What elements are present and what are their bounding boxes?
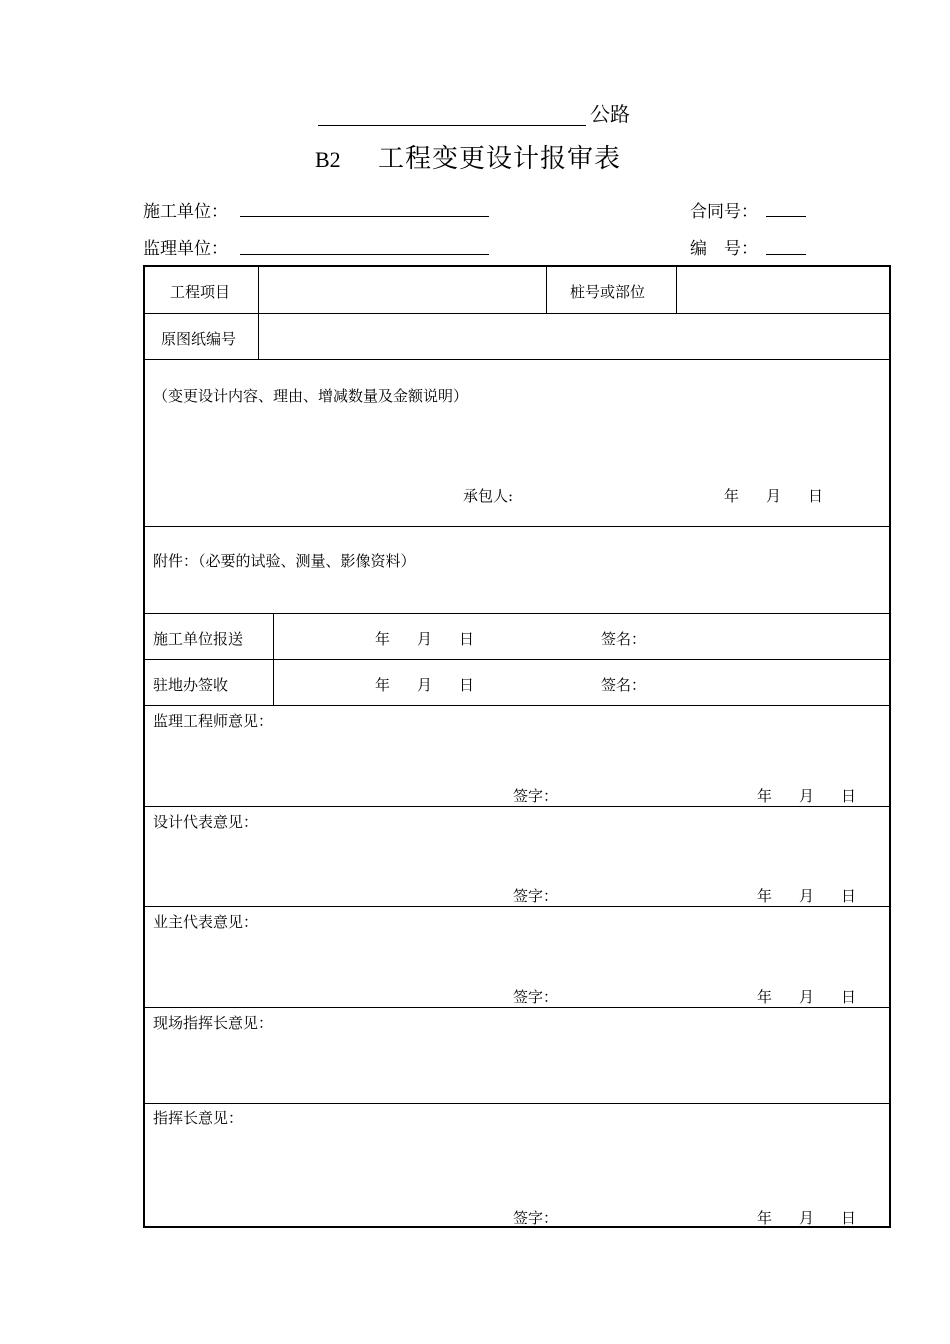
contractor-label: 施工单位：: [143, 202, 228, 222]
date-year: 年: [757, 988, 773, 1006]
sign-name-label: 签名：: [601, 676, 647, 694]
col-divider: [546, 267, 547, 313]
project-field[interactable]: [260, 268, 544, 312]
contractor-field[interactable]: [240, 216, 489, 217]
date-day: 日: [841, 988, 857, 1006]
row-divider: [145, 1103, 889, 1104]
commander-opinion-label: 指挥长意见：: [153, 1109, 244, 1127]
sign-name-label: 签名：: [601, 630, 647, 648]
date-day: 日: [459, 676, 475, 694]
date-year: 年: [757, 787, 773, 805]
station-field[interactable]: [678, 268, 888, 312]
date-year: 年: [757, 887, 773, 905]
date-day: 日: [459, 630, 475, 648]
owner-opinion-label: 业主代表意见：: [153, 913, 259, 931]
date-day: 日: [841, 787, 857, 805]
col-divider: [258, 267, 259, 359]
date-day: 日: [841, 887, 857, 905]
date-month: 月: [799, 787, 815, 805]
supervisor-field[interactable]: [240, 254, 489, 255]
date-day: 日: [841, 1209, 857, 1227]
date-day: 日: [808, 487, 824, 505]
date-month: 月: [766, 487, 782, 505]
date-year: 年: [375, 676, 391, 694]
station-label: 桩号或部位: [570, 283, 646, 301]
row-divider: [145, 613, 889, 614]
drawing-no-label: 原图纸编号: [161, 330, 237, 348]
row-divider: [145, 659, 889, 660]
signature-label: 签字：: [513, 887, 559, 905]
row-divider: [145, 705, 889, 706]
row-divider: [145, 806, 889, 807]
serial-no-field[interactable]: [766, 254, 806, 255]
design-opinion-label: 设计代表意见：: [153, 813, 259, 831]
row-divider: [145, 526, 889, 527]
date-month: 月: [417, 630, 433, 648]
contract-no-field[interactable]: [766, 216, 806, 217]
page-title: 工程变更设计报审表: [378, 144, 622, 174]
date-year: 年: [724, 487, 740, 505]
date-month: 月: [799, 887, 815, 905]
col-divider: [273, 613, 274, 705]
signature-label: 签字：: [513, 1209, 559, 1227]
signature-label: 签字：: [513, 988, 559, 1006]
row-divider: [145, 1007, 889, 1008]
submit-label: 施工单位报送: [153, 630, 244, 648]
row-divider: [145, 906, 889, 907]
contractor-person-label: 承包人:: [463, 487, 514, 505]
supervisor-label: 监理单位：: [143, 239, 228, 259]
site-commander-opinion-label: 现场指挥长意见：: [153, 1014, 274, 1032]
date-month: 月: [799, 988, 815, 1006]
receive-label: 驻地办签收: [153, 676, 229, 694]
date-year: 年: [757, 1209, 773, 1227]
project-label: 工程项目: [170, 283, 231, 301]
col-divider: [676, 267, 677, 313]
drawing-no-field[interactable]: [260, 314, 888, 358]
road-suffix: 公路: [590, 102, 630, 126]
road-name-blank[interactable]: [318, 125, 586, 126]
contract-no-label: 合同号：: [690, 202, 758, 222]
attachment-note: 附件：（必要的试验、测量、影像资料）: [153, 552, 416, 570]
serial-no-label: 编 号：: [690, 239, 758, 259]
row-divider: [145, 359, 889, 360]
change-note: （变更设计内容、理由、增减数量及金额说明）: [153, 387, 469, 405]
date-year: 年: [375, 630, 391, 648]
form-code: B2: [315, 147, 341, 172]
date-month: 月: [799, 1209, 815, 1227]
date-month: 月: [417, 676, 433, 694]
signature-label: 签字：: [513, 787, 559, 805]
supervisor-opinion-label: 监理工程师意见：: [153, 712, 274, 730]
change-design-form: [143, 265, 891, 1228]
